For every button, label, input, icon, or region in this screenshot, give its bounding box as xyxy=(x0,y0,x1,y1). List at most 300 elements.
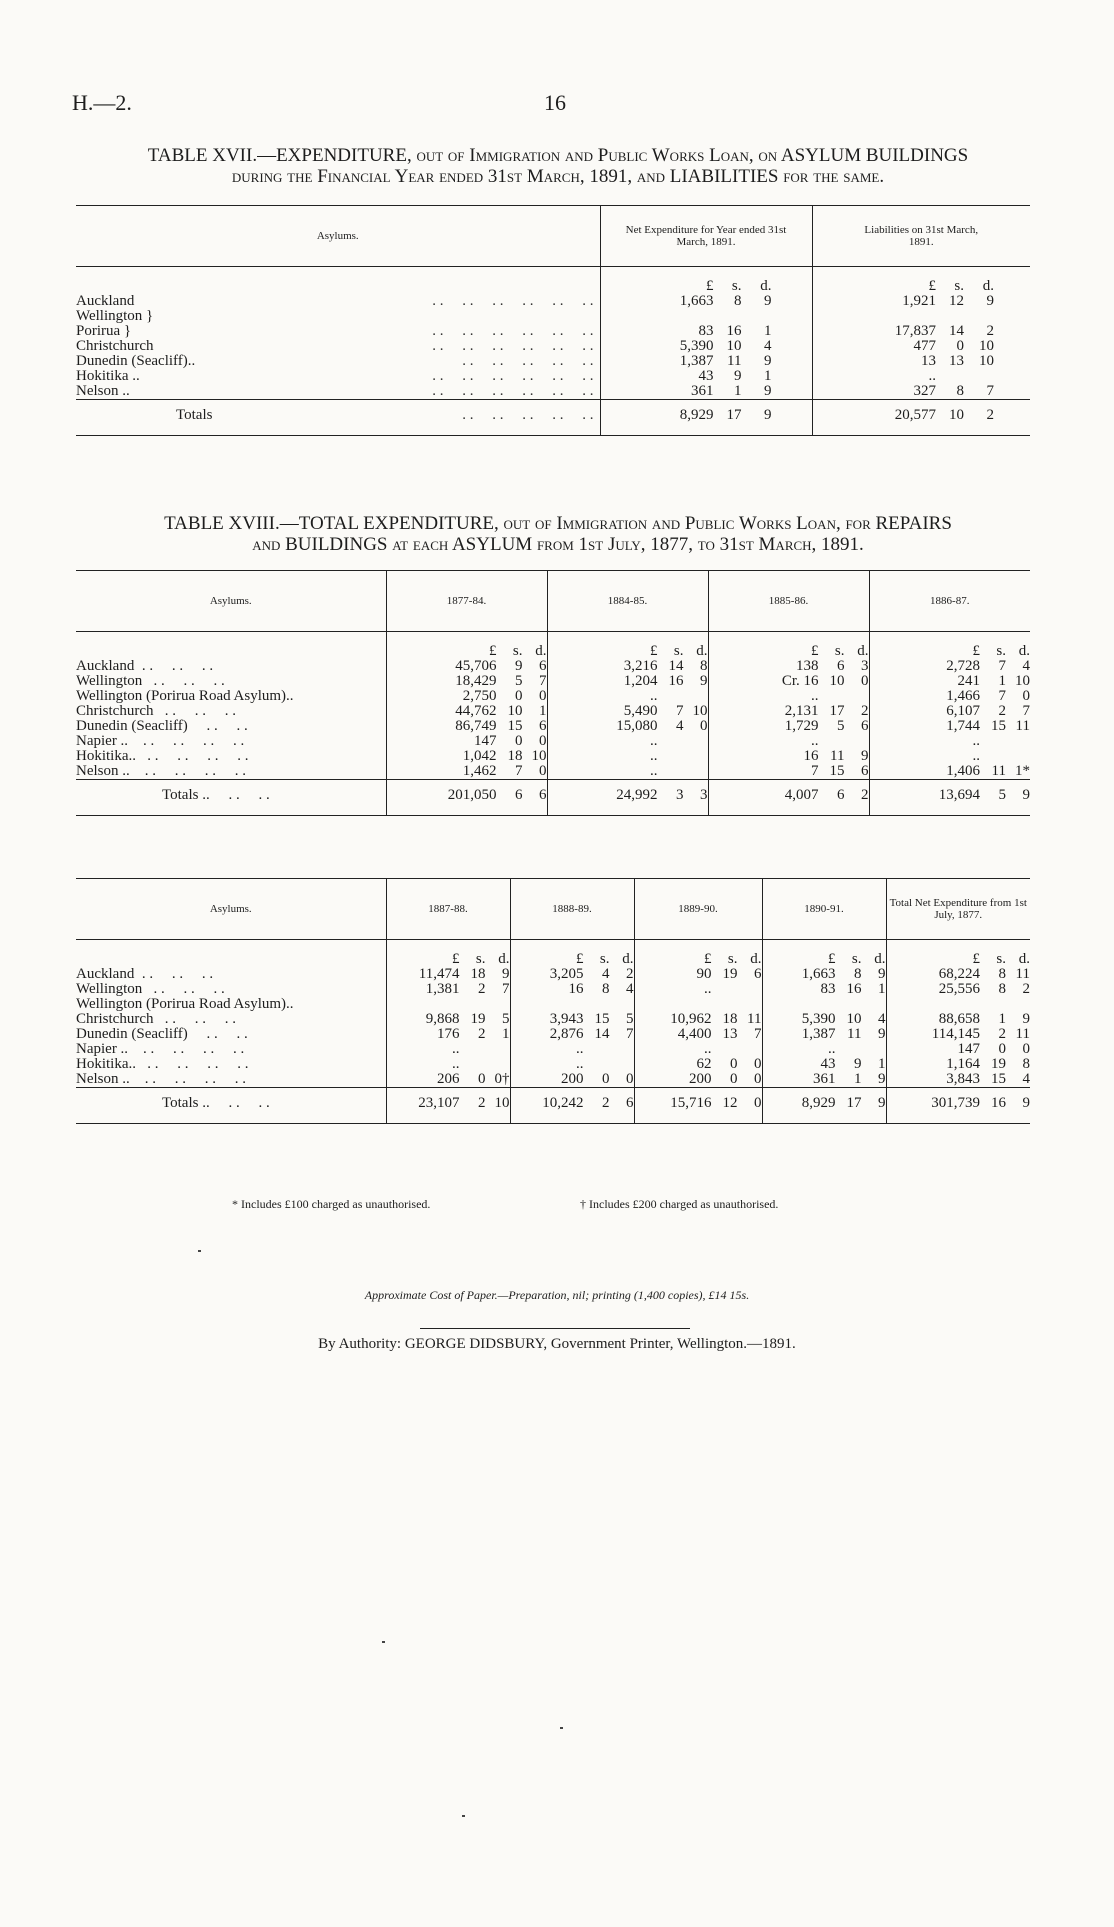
t18-total-amount-l: 24,992 xyxy=(616,787,658,803)
t18-asylum-name: Wellington (Porirua Road Asylum).. xyxy=(76,688,294,704)
t18-amount-l: 1,381 xyxy=(425,981,460,997)
t18-amount-s: 1 xyxy=(998,1011,1006,1027)
t18-total-amount-s: 5 xyxy=(998,787,1006,803)
table-row xyxy=(76,384,1030,400)
table-row xyxy=(76,1042,1030,1057)
t18-amount-s: 8 xyxy=(998,966,1006,982)
t18-amount xyxy=(886,1012,1030,1027)
t18-total-amount xyxy=(510,1088,634,1124)
t18-amount xyxy=(708,704,869,719)
t17-expenditure-l: 83 xyxy=(698,323,714,339)
t18-amount-d: 0 xyxy=(1022,1041,1030,1057)
t18-totals-label: Totals .. . . . . xyxy=(76,1088,386,1124)
t18-amount-d: 5 xyxy=(626,1011,634,1027)
t17-header-liabilities: Liabilities on 31st March, 1891. xyxy=(812,206,1030,267)
t18-amount-l: 2,876 xyxy=(549,1026,584,1042)
t18-amount-l: 3,216 xyxy=(623,658,658,674)
t18-amount-s: 15 xyxy=(829,763,845,779)
t18-amount xyxy=(762,1072,886,1088)
t18-amount-d: 0 xyxy=(754,1071,762,1087)
table-row xyxy=(76,982,1030,997)
t18-amount-d: 1 xyxy=(539,703,547,719)
t17-row-name xyxy=(76,309,600,324)
t18-amount-s: 0 xyxy=(730,1056,738,1072)
t18-amount xyxy=(510,1057,634,1072)
t18-amount-d: 9 xyxy=(1022,1011,1030,1027)
t18-amount-l: 18,429 xyxy=(455,673,497,689)
t18-asylum-name: Nelson .. . . . . . . . . xyxy=(76,1071,246,1087)
t18-amount-d: 6 xyxy=(754,966,762,982)
t18-amount xyxy=(886,967,1030,982)
t18-amount-l: 200 xyxy=(689,1071,712,1087)
t17-leader-dots: . . . . . . . . . . . . xyxy=(432,323,594,339)
t18-amount-l: 43 xyxy=(820,1056,836,1072)
t18-amount xyxy=(386,689,547,704)
t18-amount-s: 19 xyxy=(722,966,738,982)
t18-units-unit-l: £ xyxy=(811,643,819,659)
table-row xyxy=(76,764,1030,780)
t17-unit-blank xyxy=(76,267,600,295)
t18-total-amount-s: 6 xyxy=(837,787,845,803)
t17-row-name xyxy=(76,384,600,400)
t17-liabilities-d: 7 xyxy=(986,383,994,399)
t18-total-amount-l: 4,007 xyxy=(784,787,819,803)
t17-header-asylums: Asylums. xyxy=(76,206,600,267)
t18-amount-s: 8 xyxy=(602,981,610,997)
table17-caption-line1: TABLE XVII.—EXPENDITURE, out of Immigration and Public Works Loan, on ASYLUM BUILDINGS xyxy=(147,145,969,166)
t18-amount xyxy=(547,704,708,719)
t18-amount xyxy=(510,1012,634,1027)
t17-liabilities-l: .. xyxy=(928,368,936,384)
t18-total-amount-l: 15,716 xyxy=(670,1095,712,1111)
t18-units-unit-s: s. xyxy=(851,951,862,967)
t17-liabilities-d: 9 xyxy=(986,293,994,309)
t18-amount xyxy=(386,1042,510,1057)
t18-amount-d: 8 xyxy=(700,658,708,674)
t18-amount-l: 11,474 xyxy=(418,966,460,982)
t18-amount-l: Cr. 16 xyxy=(781,673,819,689)
t18-amount-d: 9 xyxy=(861,748,869,764)
t17-units-exp xyxy=(600,267,812,295)
t18-amount-s: 9 xyxy=(854,1056,862,1072)
t18-units-unit-d: d. xyxy=(498,951,510,967)
page-speck xyxy=(198,1250,201,1252)
t17-expenditure-d: 1 xyxy=(764,368,772,384)
t18-header-period: 1887-88. xyxy=(386,879,510,940)
t17-units-lia-unit-s: s. xyxy=(954,278,964,294)
t18-amount-l: 5,390 xyxy=(801,1011,836,1027)
t18-amount xyxy=(886,1042,1030,1057)
t17-liabilities-l: 1,921 xyxy=(902,293,936,309)
t18-amount-s: 18 xyxy=(507,748,523,764)
t17-totals-label: Totals xyxy=(176,407,213,423)
t18-header-period: 1886-87. xyxy=(869,571,1030,632)
t17-liabilities xyxy=(812,294,1030,309)
t18-amount-l: 147 xyxy=(957,1041,980,1057)
t18-amount xyxy=(386,704,547,719)
t18-amount-l: 68,224 xyxy=(938,966,980,982)
t18-total-amount-s: 6 xyxy=(515,787,523,803)
t18-header-period: 1888-89. xyxy=(510,879,634,940)
t18-units xyxy=(869,632,1030,660)
t18-asylum-name: Dunedin (Seacliff) . . . . xyxy=(76,1026,248,1042)
t18-amount xyxy=(762,982,886,997)
t17-asylum-name: Wellington } xyxy=(76,308,154,324)
t17-expenditure xyxy=(600,354,812,369)
t18-amount-s: 18 xyxy=(470,966,486,982)
table-row xyxy=(76,749,1030,764)
t18-amount-d: 7 xyxy=(754,1026,762,1042)
t17-expenditure-d: 9 xyxy=(764,383,772,399)
t18-amount-d: 1 xyxy=(878,981,886,997)
t18-amount-s: 10 xyxy=(829,673,845,689)
t17-expenditure xyxy=(600,384,812,400)
t18-header-period: 1877-84. xyxy=(386,571,547,632)
t18-amount xyxy=(510,1027,634,1042)
t17-expenditure-l: 1,387 xyxy=(679,353,714,369)
t18-amount-s: 2 xyxy=(998,1026,1006,1042)
t18-amount-s: 15 xyxy=(991,1071,1006,1087)
t17-expenditure-s: 1 xyxy=(734,383,742,399)
t18-amount-d: 6 xyxy=(539,658,547,674)
t18-units-unit-d: d. xyxy=(857,643,869,659)
t18-asylum-name: Auckland . . . . . . xyxy=(76,966,214,982)
t18-units-unit-s: s. xyxy=(512,643,523,659)
t18-total-amount-l: 201,050 xyxy=(447,787,497,803)
t18-amount-d: 8 xyxy=(1022,1056,1030,1072)
t18-total-amount-l: 23,107 xyxy=(418,1095,460,1111)
t18-amount-l: 138 xyxy=(796,658,819,674)
t18-units-unit-d: d. xyxy=(1018,951,1030,967)
t18-amount-s: 0 xyxy=(998,1041,1006,1057)
t17-liabilities-s: 13 xyxy=(949,353,964,369)
t18-amount-l: 16 xyxy=(803,748,819,764)
t18-units xyxy=(386,632,547,660)
table-row xyxy=(76,674,1030,689)
t18-amount xyxy=(762,967,886,982)
t17-expenditure-d: 4 xyxy=(764,338,772,354)
t18-amount xyxy=(886,1057,1030,1072)
t18-amount-d: 5 xyxy=(502,1011,510,1027)
t18-amount-d: 0 xyxy=(539,688,547,704)
t18-units-unit-s: s. xyxy=(996,643,1006,659)
table-row xyxy=(76,1012,1030,1027)
t18-total-amount xyxy=(386,1088,510,1124)
table18-caption-line2: and BUILDINGS at each ASYLUM from 1st July, 1877, to 31st March, 1891. xyxy=(252,534,864,555)
t18-total-amount-s: 3 xyxy=(676,787,684,803)
t18-total-amount-s: 2 xyxy=(602,1095,610,1111)
t17-expenditure-d: 1 xyxy=(764,323,772,339)
t18-amount-s: 19 xyxy=(470,1011,486,1027)
t18-amount xyxy=(634,1027,762,1042)
t17-liabilities-l: 13 xyxy=(921,353,936,369)
t17-expenditure-s: 9 xyxy=(734,368,742,384)
t17-liabilities xyxy=(812,354,1030,369)
t17-asylum-name: Hokitika .. xyxy=(76,368,140,384)
t18-amount-l: .. xyxy=(704,1041,712,1057)
t18-amount-d: 1 xyxy=(878,1056,886,1072)
t18-amount-s: 16 xyxy=(846,981,862,997)
t17-leader-dots: . . . . . . . . . . . . xyxy=(432,383,594,399)
t18-amount-l: 1,466 xyxy=(946,688,980,704)
t18-amount-l: 361 xyxy=(813,1071,836,1087)
t17-header-expenditure: Net Expenditure for Year ended 31st March, 1891. xyxy=(600,206,812,267)
t18-amount-s: 4 xyxy=(602,966,610,982)
t18-amount xyxy=(762,997,886,1012)
t18-units-unit-l: £ xyxy=(704,951,712,967)
t17-totals-expenditure-d: 9 xyxy=(764,407,772,423)
t18-units xyxy=(886,940,1030,968)
t18-amount-l: 241 xyxy=(957,673,980,689)
t18-amount-l: 6,107 xyxy=(946,703,980,719)
t18-amount-l: 4,400 xyxy=(677,1026,712,1042)
t17-totals-expenditure-l: 8,929 xyxy=(679,407,714,423)
t18-total-amount-l: 13,694 xyxy=(938,787,980,803)
t18-amount-s: 0 xyxy=(515,733,523,749)
t18-amount xyxy=(386,764,547,780)
t17-liabilities-s: 14 xyxy=(949,323,964,339)
t18-amount-l: 3,843 xyxy=(946,1071,980,1087)
t18-units xyxy=(510,940,634,968)
t17-totals-liabilities-l: 20,577 xyxy=(894,407,936,423)
t18-asylum-name: Napier .. . . . . . . . . xyxy=(76,1041,245,1057)
t18-amount-s: 14 xyxy=(668,658,684,674)
t17-expenditure-d: 9 xyxy=(764,353,772,369)
t18-amount-l: .. xyxy=(828,1041,836,1057)
t17-totals-expenditure-s: 17 xyxy=(726,407,742,423)
t18-amount-d: 2 xyxy=(626,966,634,982)
t18-amount xyxy=(386,1072,510,1088)
t18-amount xyxy=(708,764,869,780)
t18-amount-s: 13 xyxy=(722,1026,738,1042)
t17-leader-dots: . . . . . . . . . . xyxy=(462,353,594,369)
t17-liabilities xyxy=(812,339,1030,354)
table17-caption xyxy=(78,145,1038,187)
t18-amount-s: 0 xyxy=(478,1071,486,1087)
t18-amount-l: 1,744 xyxy=(946,718,980,734)
t18-units-unit-d: d. xyxy=(874,951,886,967)
t18-total-amount-d: 3 xyxy=(700,787,708,803)
t18-amount-l: 44,762 xyxy=(455,703,497,719)
t18-amount-l: .. xyxy=(452,1041,460,1057)
t18-units-unit-d: d. xyxy=(696,643,708,659)
t18-amount xyxy=(547,764,708,780)
t18-amount-s: 8 xyxy=(998,981,1006,997)
table-row xyxy=(76,689,1030,704)
t18-units-unit-s: s. xyxy=(673,643,684,659)
t17-row-name xyxy=(76,294,600,309)
table-row xyxy=(76,719,1030,734)
t18-amount-l: 1,663 xyxy=(801,966,836,982)
t18-amount xyxy=(886,982,1030,997)
t18-total-amount xyxy=(869,780,1030,816)
t18-amount xyxy=(886,1072,1030,1088)
t18-header-asylums: Asylums. xyxy=(76,879,386,940)
t17-liabilities-l: 17,837 xyxy=(894,323,936,339)
t18-header-period: 1885-86. xyxy=(708,571,869,632)
page-number: 16 xyxy=(544,90,566,115)
t18-totals-label: Totals .. . . . . xyxy=(76,780,386,816)
t17-leader-dots: . . . . . . . . . . . . xyxy=(432,293,594,309)
t18-amount-s: 18 xyxy=(722,1011,738,1027)
t18-amount-d: 0 xyxy=(1022,688,1030,704)
table-row xyxy=(76,354,1030,369)
t18-amount-l: .. xyxy=(650,688,658,704)
t18-units xyxy=(386,940,510,968)
t18-amount-l: 2,131 xyxy=(784,703,819,719)
t18-amount xyxy=(386,1027,510,1042)
t18-amount-l: 88,658 xyxy=(938,1011,980,1027)
table17 xyxy=(76,205,1030,436)
t18-amount xyxy=(762,1027,886,1042)
t18-amount xyxy=(634,1072,762,1088)
t17-row-name xyxy=(76,324,600,339)
t18-asylum-name: Auckland . . . . . . xyxy=(76,658,214,674)
t18-amount-l: 1,042 xyxy=(462,748,497,764)
t18-amount-s: 7 xyxy=(515,763,523,779)
t18-amount-l: .. xyxy=(576,1056,584,1072)
t18-amount-s: 6 xyxy=(837,658,845,674)
t18-amount-l: 45,706 xyxy=(455,658,497,674)
t18-amount xyxy=(634,982,762,997)
t18-amount-s: 5 xyxy=(837,718,845,734)
t18-amount-s: 15 xyxy=(594,1011,610,1027)
t18-total-amount-d: 10 xyxy=(494,1095,510,1111)
page-speck xyxy=(382,1641,385,1643)
t17-asylum-name: Auckland xyxy=(76,293,135,309)
t18-amount-d: 0 xyxy=(626,1071,634,1087)
t18-amount-s: 5 xyxy=(515,673,523,689)
t18-amount-d: 7 xyxy=(539,673,547,689)
t18-amount xyxy=(762,1057,886,1072)
t18-units-unit-s: s. xyxy=(996,951,1006,967)
t18-amount-l: .. xyxy=(704,981,712,997)
t18-total-amount xyxy=(634,1088,762,1124)
t17-expenditure xyxy=(600,324,812,339)
table-row xyxy=(76,659,1030,674)
t17-totals-cell xyxy=(76,400,600,436)
t18-amount-l: .. xyxy=(452,1056,460,1072)
t18-amount xyxy=(510,982,634,997)
t18-amount-d: 6 xyxy=(861,718,869,734)
t18-amount-s: 19 xyxy=(991,1056,1006,1072)
t18-amount-l: 15,080 xyxy=(616,718,658,734)
t18-amount-l: 2,750 xyxy=(462,688,497,704)
t18-total-amount-s: 12 xyxy=(722,1095,738,1111)
t18-total-amount xyxy=(708,780,869,816)
t18-amount-l: .. xyxy=(650,748,658,764)
t18-amount xyxy=(869,719,1030,734)
t18-amount-d: 7 xyxy=(502,981,510,997)
t18-amount-l: 1,204 xyxy=(623,673,658,689)
t18-amount-s: 7 xyxy=(676,703,684,719)
t17-row-name xyxy=(76,354,600,369)
t17-expenditure xyxy=(600,339,812,354)
table18-part2 xyxy=(76,878,1030,1124)
t17-liabilities xyxy=(812,384,1030,400)
t18-asylum-name: Wellington (Porirua Road Asylum).. xyxy=(76,996,294,1012)
t18-amount-s: 7 xyxy=(998,658,1006,674)
t18-units xyxy=(634,940,762,968)
t18-amount-s: 11 xyxy=(991,763,1006,779)
t18-amount-d: 11 xyxy=(1015,966,1030,982)
t18-units-unit-l: £ xyxy=(650,643,658,659)
t18-amount-s: 2 xyxy=(478,1026,486,1042)
cost-of-paper-line: Approximate Cost of Paper.—Preparation, nil; printing (1,400 copies), £14 15s. xyxy=(364,1288,750,1302)
t18-unit-blank xyxy=(76,940,386,968)
t18-amount xyxy=(386,982,510,997)
t18-amount-d: 4 xyxy=(878,1011,886,1027)
t18-amount-l: 114,145 xyxy=(931,1026,980,1042)
t18-amount xyxy=(510,997,634,1012)
t18-amount-s: 4 xyxy=(676,718,684,734)
t18-header-period: 1889-90. xyxy=(634,879,762,940)
t18-amount-l: 90 xyxy=(696,966,712,982)
t17-expenditure xyxy=(600,309,812,324)
table-row xyxy=(76,967,1030,982)
t18-amount-l: .. xyxy=(972,733,980,749)
t18-units-unit-l: £ xyxy=(489,643,497,659)
t18-amount-s: 1 xyxy=(854,1071,862,1087)
table-row xyxy=(76,309,1030,324)
t18-total-amount-s: 17 xyxy=(846,1095,862,1111)
t18-units-unit-l: £ xyxy=(452,951,460,967)
t17-liabilities-l: 477 xyxy=(913,338,936,354)
t18-amount-d: 0 xyxy=(539,733,547,749)
t18-total-amount xyxy=(762,1088,886,1124)
t17-expenditure-l: 43 xyxy=(698,368,714,384)
table-row xyxy=(76,324,1030,339)
t18-amount xyxy=(869,734,1030,749)
t18-header-period: Total Net Expenditure from 1st July, 1877. xyxy=(886,879,1030,940)
t18-amount xyxy=(869,689,1030,704)
t18-units-unit-l: £ xyxy=(972,951,980,967)
t18-amount-d: 9 xyxy=(878,1026,886,1042)
t17-units-exp-unit-l: £ xyxy=(706,278,714,294)
t17-totals-liabilities xyxy=(812,400,1030,436)
t18-amount-d: 9 xyxy=(878,1071,886,1087)
t18-amount-l: .. xyxy=(650,733,658,749)
t18-amount-d: 0† xyxy=(494,1071,510,1087)
table17-caption-line2: during the Financial Year ended 31st March, 1891, and LIABILITIES for the same. xyxy=(231,166,885,187)
t18-amount-l: 3,943 xyxy=(549,1011,584,1027)
t17-totals-dots: . . . . . . . . . . xyxy=(462,407,594,423)
t18-header-period: 1884-85. xyxy=(547,571,708,632)
t18-total-amount-d: 9 xyxy=(878,1095,886,1111)
t17-expenditure-s: 8 xyxy=(734,293,742,309)
table18-caption-line1: TABLE XVIII.—TOTAL EXPENDITURE, out of Immigration and Public Works Loan, for REPAIRS xyxy=(164,513,952,534)
t18-amount xyxy=(386,749,547,764)
t17-asylum-name: Nelson .. xyxy=(76,383,130,399)
t18-amount-d: 9 xyxy=(502,966,510,982)
authority-rule xyxy=(420,1328,690,1329)
t17-liabilities-s: 12 xyxy=(949,293,964,309)
t18-amount-l: 1,387 xyxy=(801,1026,836,1042)
t17-liabilities-d: 10 xyxy=(979,338,994,354)
t17-expenditure-l: 361 xyxy=(691,383,714,399)
t18-amount xyxy=(386,719,547,734)
t18-units-unit-s: s. xyxy=(727,951,738,967)
t17-expenditure-d: 9 xyxy=(764,293,772,309)
t18-amount-l: .. xyxy=(811,733,819,749)
t18-amount-l: 2,728 xyxy=(946,658,980,674)
t18-amount xyxy=(547,674,708,689)
t17-units-exp-unit-d: d. xyxy=(760,278,772,294)
t18-amount-s: 11 xyxy=(830,748,845,764)
t17-expenditure-s: 16 xyxy=(726,323,742,339)
t18-unit-blank xyxy=(76,632,386,660)
t18-amount-d: 4 xyxy=(1022,658,1030,674)
